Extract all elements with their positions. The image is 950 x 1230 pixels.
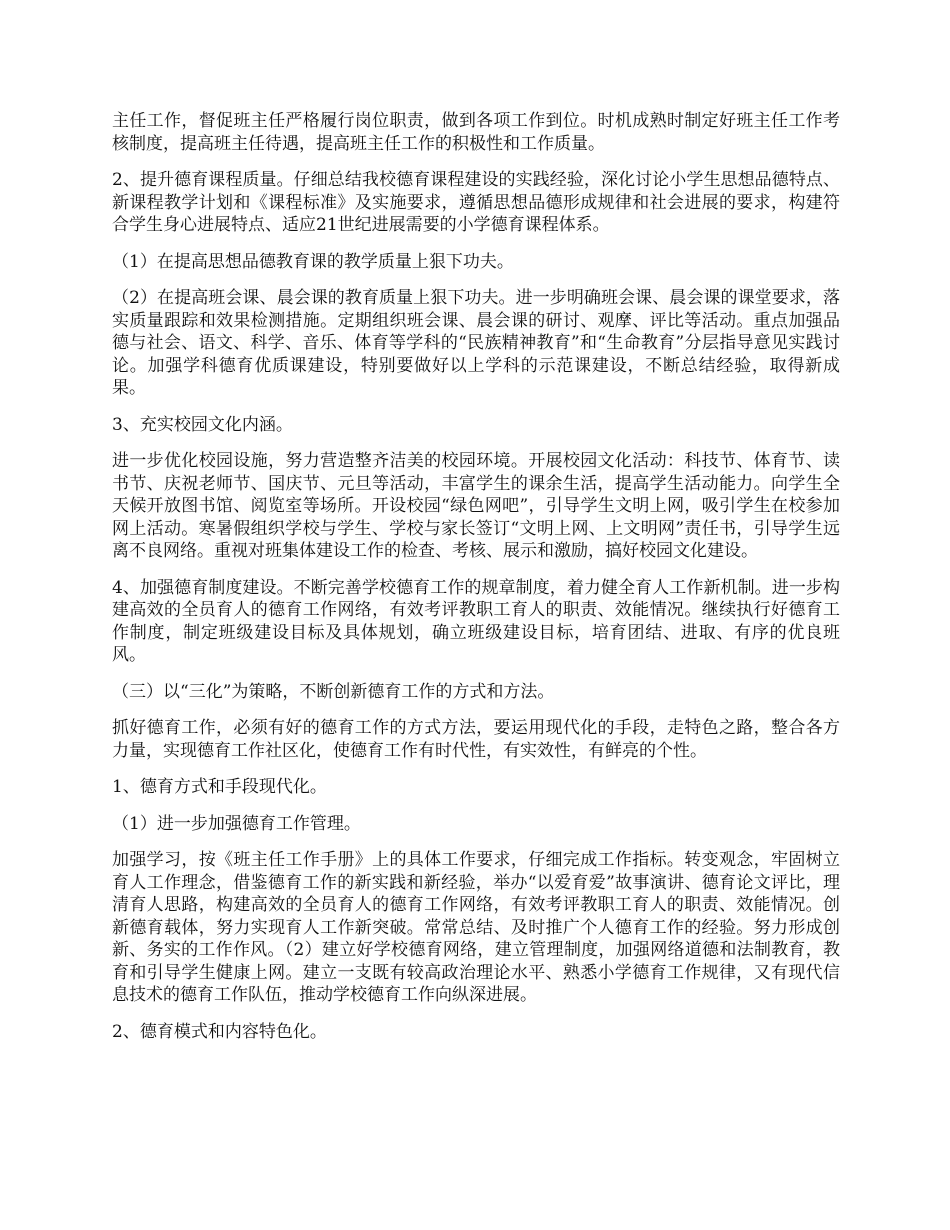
paragraph: 1、德育方式和手段现代化。 [112,777,327,797]
paragraph: 2、提升德育课程质量。仔细总结我校德育课程建设的实践经验，深化讨论小学生思想品德特点、新课程教学计划和《课程标准》及实施要求，遵循思想品德形成规律和社会进展的要求，构建符合学生身心进展特点、适应21世纪进展需要的小学德育课程体系。 [112,170,840,235]
paragraph: 3、充实校园文化内涵。 [112,414,293,435]
paragraph: 4、加强德育制度建设。不断完善学校德育工作的规章制度，着力健全育人工作新机制。进一步构建高效的全员育人的德育工作网络，有效考评教职工育人的职责、效能情况。继续执行好德育工作制度，制定班级建设目标及具体规划，确立班级建设目标，培育团结、进取、有序的优良班风。 [112,577,840,665]
paragraph: （2）在提高班会课、晨会课的教育质量上狠下功夫。进一步明确班会课、晨会课的课堂要求，落实质量跟踪和效果检测措施。定期组织班会课、晨会课的研讨、观摩、评比等活动。重点加强品德与社会、语文、科学、音乐、体育等学科的“民族精神教育”和“生命教育”分层指导意见实践讨论。加强学科德育优质课建设，特别要做好以上学科的示范课建设，不断总结经验，取得新成果。 [112,288,840,398]
paragraph: （1）在提高思想品德教育课的教学质量上狠下功夫。 [112,251,514,272]
paragraph: （1）进一步加强德育工作管理。 [112,813,361,834]
paragraph: （三）以“三化”为策略，不断创新德育工作的方式和方法。 [112,681,555,702]
paragraph: 2、德育模式和内容特色化。 [112,1021,327,1042]
paragraph: 主任工作，督促班主任严格履行岗位职责，做到各项工作到位。时机成熟时制定好班主任工作考核制度，提高班主任待遇，提高班主任工作的积极性和工作质量。 [112,111,840,154]
document-page [112,110,840,1057]
paragraph: 加强学习，按《班主任工作手册》上的具体工作要求，仔细完成工作指标。转变观念，牢固树立育人工作理念，借鉴德育工作的新实践和新经验，举办“以爱育爱”故事演讲、德育论文评比，理清育人思路，构建高效的全员育人的德育工作网络，有效考评教职工育人的职责、效能情况。创新德育载体，努力实现育人工作新突破。常常总结、及时推广个人德育工作的经验。努力形成创新、务实的工作作风。（2）建立好学校德育网络，建立管理制度，加强网络道德和法制教育，教育和引导学生健康上网。建立一支既有较高政治理论水平、熟悉小学德育工作规律，又有现代信息技术的德育工作队伍，推动学校德育工作向纵深进展。 [112,850,840,1005]
paragraph: 抓好德育工作，必须有好的德育工作的方式方法，要运用现代化的手段，走特色之路，整合各方力量，实现德育工作社区化，使德育工作有时代性，有实效性，有鲜亮的个性。 [112,718,840,761]
paragraph: 进一步优化校园设施，努力营造整齐洁美的校园环境。开展校园文化活动：科技节、体育节、读书节、庆祝老师节、国庆节、元旦等活动，丰富学生的课余生活，提高学生活动能力。向学生全天候开放图书馆、阅览室等场所。开设校园“绿色网吧”，引导学生文明上网，吸引学生在校参加网上活动。寒暑假组织学校与学生、学校与家长签订“文明上网、上文明网”责任书，引导学生远离不良网络。重视对班集体建设工作的检查、考核、展示和激励，搞好校园文化建设。 [112,451,840,561]
